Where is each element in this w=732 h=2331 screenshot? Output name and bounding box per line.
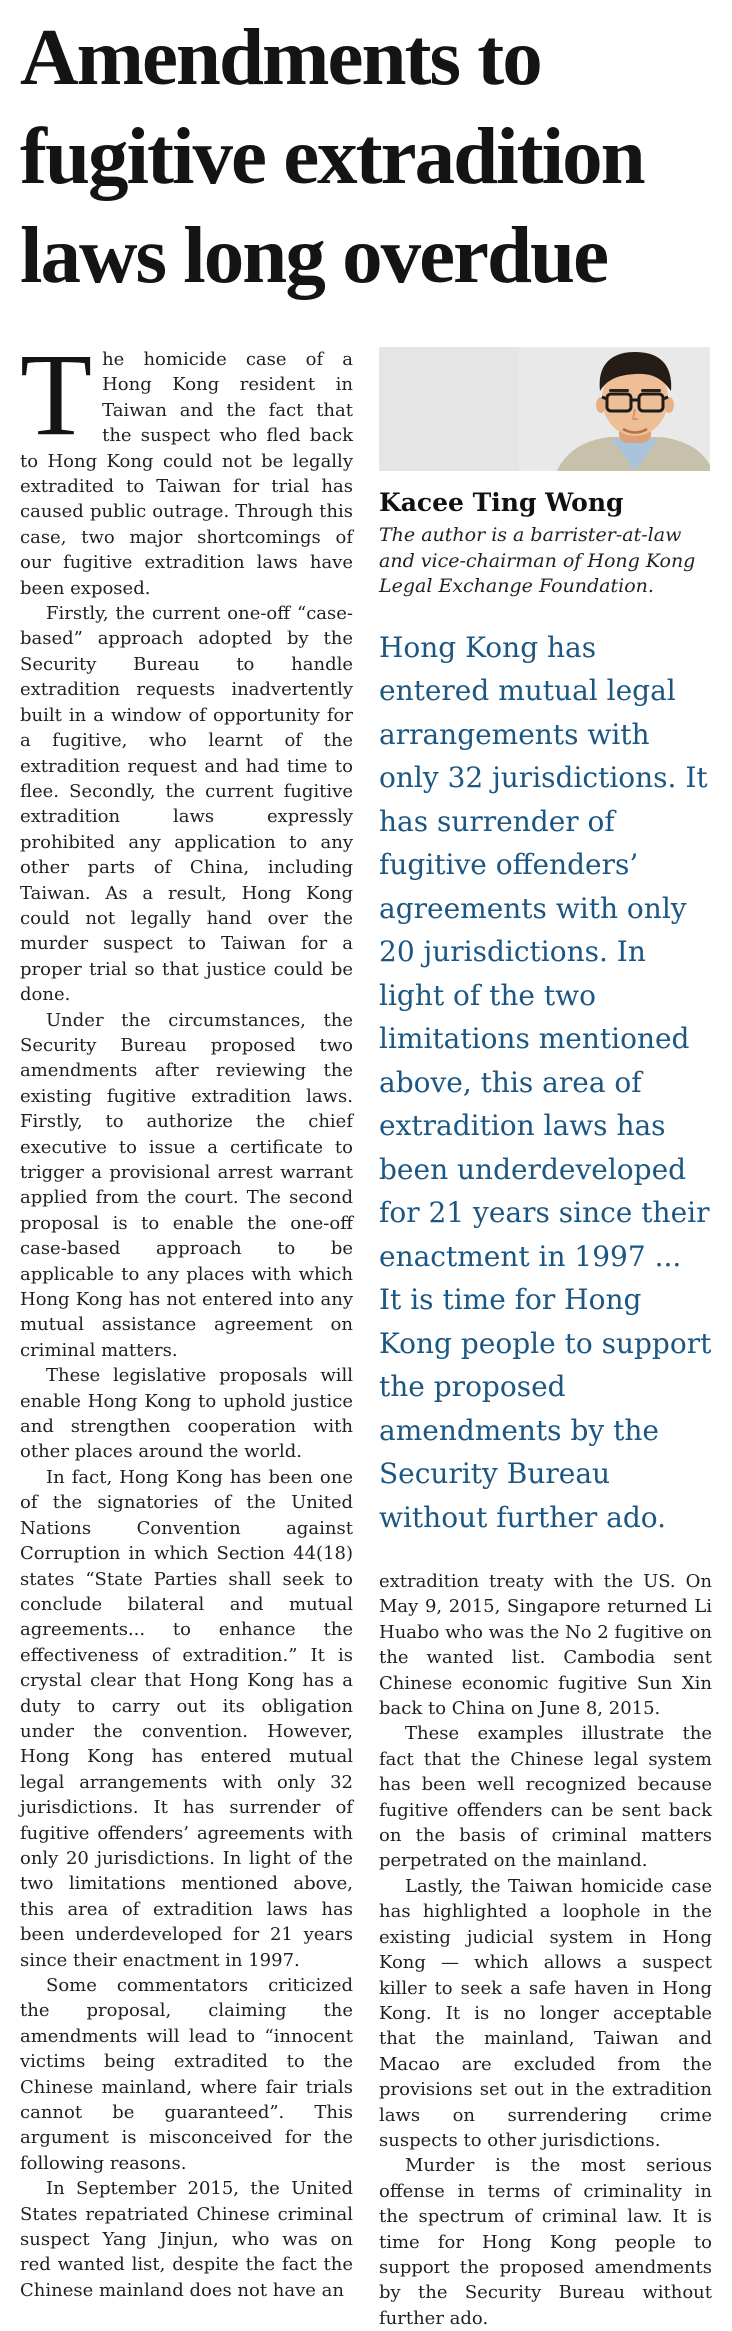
author-photo (379, 347, 710, 471)
body-paragraph: These examples illustrate the fact that the Chinese legal system has been well recognized because fugitive offenders can be sent back on the basis of criminal matters perpetrated on the mainland. (379, 1723, 712, 1872)
body-paragraph: These legislative proposals will enable Hong Kong to uphold justice and strengthen cooperation with other places around the world. (20, 1365, 353, 1463)
body-paragraph: In fact, Hong Kong has been one of the signatories of the United Nations Convention against Corruption in which Section 44(18) states “State Parties shall seek to conclude bilateral and mutual agreements... to enhance the effectiveness of extradition.” It is crystal clear that Hong Kong has a duty to carry out its obligation under the convention. However, Hong Kong has entered mutual legal arrangements with only 32 jurisdictions. It has surrender of fugitive offenders’ agreements with only 20 jurisdictions. In light of the two limitations mentioned above, this area of extradition laws has been underdeveloped for 21 years since their enactment in 1997. (20, 1466, 353, 1971)
author-portrait-graphic (379, 347, 710, 471)
article-columns (20, 329, 712, 2331)
lead-paragraph (20, 329, 353, 601)
body-paragraph: In September 2015, the United States repatriated Chinese criminal suspect Yang Jinjun, who was on red wanted list, despite the fact the Chinese mainland does not have an (20, 2178, 353, 2301)
author-bio: The author is a barrister-at-law and vice-chairman of Hong Kong Legal Exchange Foundation. (379, 524, 696, 597)
right-column-body (379, 1569, 712, 2331)
body-paragraph: Murder is the most serious offense in terms of criminality in the spectrum of criminal law. It is time for Hong Kong people to support the proposed amendments by the Security Bureau without further ado. (379, 2155, 712, 2329)
body-paragraph: Firstly, the current one-off “case-based” approach adopted by the Security Bureau to handle extradition requests inadvertently built in a window of opportunity for a fugitive, who learnt of the extradition request and had time to flee. Secondly, the current fugitive extradition laws expressly prohibited any application to any other parts of China, including Taiwan. As a result, Hong Kong could not legally hand over the murder suspect to Taiwan for a proper trial so that justice could be done. (20, 603, 353, 1006)
body-paragraph: Lastly, the Taiwan homicide case has highlighted a loophole in the existing judicial system in Hong Kong — which allows a suspect killer to seek a safe haven in Hong Kong. It is no longer acceptable that the mainland, Taiwan and Macao are excluded from the provisions set out in the extradition laws on surrendering crime suspects to other jurisdictions. (379, 1875, 712, 2151)
lead-text: he homicide case of a Hong Kong resident in Taiwan and the fact that the suspect who fled back to Hong Kong could not be legally extradited to Taiwan for trial has caused public outrage. Through this case, two major shortcomings of our fugitive extradition laws have been exposed. (20, 349, 353, 599)
author-name: Kacee Ting Wong (379, 488, 624, 517)
left-column (20, 329, 353, 2331)
body-paragraph: extradition treaty with the US. On May 9, 2015, Singapore returned Li Huabo who was the No 2 fugitive on the wanted list. Cambodia sent Chinese economic fugitive Sun Xin back to China on June 8, 2015. (379, 1571, 712, 1720)
right-column (379, 347, 712, 2331)
headline: Amendments to fugitive extradition laws long overdue (20, 12, 644, 300)
pull-quote: Hong Kong has entered mutual legal arrangements with only 32 jurisdictions. It has surrender of fugitive offenders’ agreements with only 20 jurisdictions. In light of the two limitations mentioned above, this area of extradition laws has been underdeveloped for 21 years since their enactment in 1997 ... It is time for Hong Kong people to support the proposed amendments by the Security Bureau without further ado. (379, 630, 712, 1534)
body-paragraph: Under the circumstances, the Security Bureau proposed two amendments after reviewing the existing fugitive extradition laws. Firstly, to authorize the chief executive to issue a certificate to trigger a provisional arrest warrant applied from the court. The second proposal is to enable the one-off case-based approach to be applicable to any places with which Hong Kong has not entered into any mutual assistance agreement on criminal matters. (20, 1009, 353, 1361)
drop-cap: T (20, 329, 93, 460)
body-paragraph: Some commentators criticized the proposal, claiming the amendments will lead to “innocent victims being extradited to the Chinese mainland, where fair trials cannot be guaranteed”. This argument is misconceived for the following reasons. (20, 1975, 353, 2174)
